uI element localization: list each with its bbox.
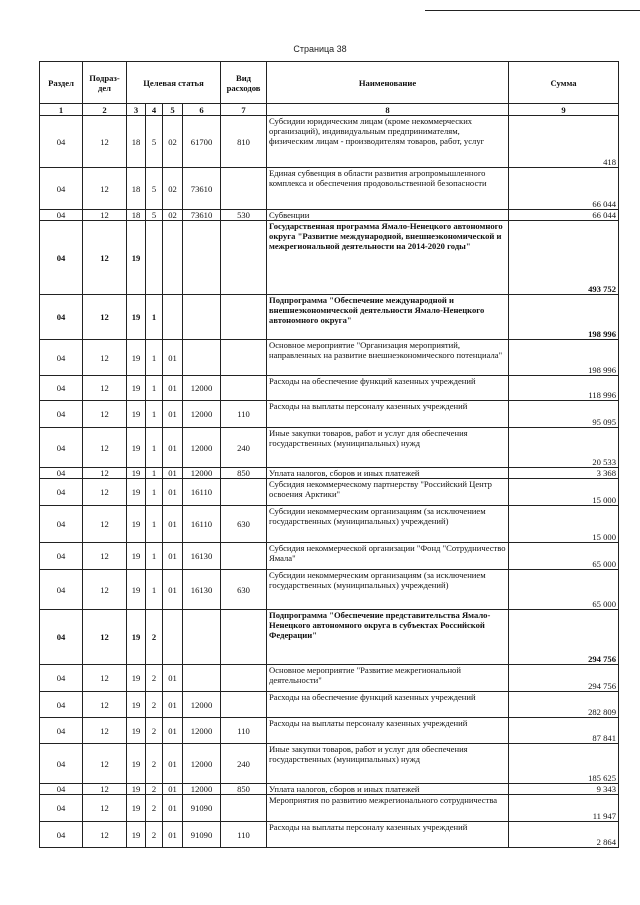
cell-summa: 20 533 — [509, 428, 619, 468]
cell-event: 02 — [163, 210, 183, 221]
cell-subprogram: 1 — [146, 468, 163, 479]
cell-subprogram: 5 — [146, 168, 163, 210]
cell-program: 19 — [127, 479, 146, 506]
cell-naimenovanie: Расходы на выплаты персоналу казенных учреждений — [267, 718, 509, 744]
cell-direction — [183, 295, 221, 340]
cell-summa: 198 996 — [509, 340, 619, 376]
cell-event: 01 — [163, 744, 183, 784]
cell-vid-rashodov: 240 — [221, 428, 267, 468]
cell-event — [163, 221, 183, 295]
cell-podrazdel: 12 — [83, 116, 127, 168]
table-row — [40, 479, 619, 506]
cell-podrazdel: 12 — [83, 795, 127, 822]
cell-direction — [183, 610, 221, 665]
cell-vid-rashodov — [221, 479, 267, 506]
cell-vid-rashodov — [221, 692, 267, 718]
cell-program: 19 — [127, 822, 146, 848]
cell-subprogram: 5 — [146, 116, 163, 168]
table-row — [40, 610, 619, 665]
cell-event: 02 — [163, 116, 183, 168]
cell-naimenovanie: Расходы на выплаты персоналу казенных учреждений — [267, 822, 509, 848]
cell-podrazdel: 12 — [83, 692, 127, 718]
table-row — [40, 168, 619, 210]
cell-podrazdel: 12 — [83, 718, 127, 744]
cell-summa: 198 996 — [509, 295, 619, 340]
cell-vid-rashodov — [221, 376, 267, 401]
cell-summa: 118 996 — [509, 376, 619, 401]
cell-direction: 12000 — [183, 376, 221, 401]
cell-event: 01 — [163, 340, 183, 376]
cell-program: 19 — [127, 744, 146, 784]
cell-event: 01 — [163, 376, 183, 401]
cell-subprogram: 1 — [146, 428, 163, 468]
cell-subprogram: 1 — [146, 570, 163, 610]
cell-summa: 294 756 — [509, 665, 619, 692]
cell-program: 19 — [127, 428, 146, 468]
cell-summa: 15 000 — [509, 506, 619, 543]
cell-program: 19 — [127, 221, 146, 295]
column-number: 6 — [183, 104, 221, 116]
cell-program: 19 — [127, 376, 146, 401]
cell-program: 19 — [127, 795, 146, 822]
cell-program: 19 — [127, 506, 146, 543]
cell-subprogram: 2 — [146, 784, 163, 795]
column-number: 7 — [221, 104, 267, 116]
cell-summa: 493 752 — [509, 221, 619, 295]
header-vid-rashodov: Вид расходов — [221, 62, 267, 104]
cell-subprogram: 1 — [146, 479, 163, 506]
cell-naimenovanie: Подпрограмма "Обеспечение представительства Ямало-Ненецкого автономного округа в субъектах Российской Федерации" — [267, 610, 509, 665]
cell-direction: 12000 — [183, 428, 221, 468]
cell-program: 19 — [127, 692, 146, 718]
cell-podrazdel: 12 — [83, 665, 127, 692]
cell-subprogram: 1 — [146, 543, 163, 570]
cell-podrazdel: 12 — [83, 506, 127, 543]
cell-direction: 16130 — [183, 543, 221, 570]
cell-naimenovanie: Субсидии некоммерческим организациям (за исключением государственных (муниципальных) учреждений) — [267, 570, 509, 610]
cell-direction: 91090 — [183, 795, 221, 822]
cell-program: 19 — [127, 401, 146, 428]
cell-event: 01 — [163, 692, 183, 718]
cell-razdel: 04 — [40, 795, 83, 822]
cell-subprogram — [146, 221, 163, 295]
cell-event: 01 — [163, 665, 183, 692]
page-label: Страница 38 — [293, 44, 347, 54]
cell-program: 18 — [127, 116, 146, 168]
cell-razdel: 04 — [40, 665, 83, 692]
cell-naimenovanie: Основное мероприятие "Развитие межрегиональной деятельности" — [267, 665, 509, 692]
cell-direction: 12000 — [183, 744, 221, 784]
cell-naimenovanie: Уплата налогов, сборов и иных платежей — [267, 468, 509, 479]
cell-direction: 12000 — [183, 784, 221, 795]
cell-podrazdel: 12 — [83, 221, 127, 295]
cell-subprogram: 2 — [146, 795, 163, 822]
cell-summa: 282 809 — [509, 692, 619, 718]
cell-summa: 3 368 — [509, 468, 619, 479]
cell-razdel: 04 — [40, 784, 83, 795]
cell-direction: 91090 — [183, 822, 221, 848]
cell-vid-rashodov: 630 — [221, 570, 267, 610]
column-number: 9 — [509, 104, 619, 116]
cell-podrazdel: 12 — [83, 784, 127, 795]
cell-program: 19 — [127, 468, 146, 479]
cell-program: 19 — [127, 295, 146, 340]
cell-event: 01 — [163, 784, 183, 795]
cell-razdel: 04 — [40, 428, 83, 468]
cell-program: 19 — [127, 610, 146, 665]
cell-program: 19 — [127, 570, 146, 610]
cell-program: 18 — [127, 168, 146, 210]
cell-event: 01 — [163, 401, 183, 428]
cell-razdel: 04 — [40, 744, 83, 784]
cell-naimenovanie: Единая субвенция в области развития агропромышленного комплекса и обеспечения продовольственной безопасности — [267, 168, 509, 210]
cell-vid-rashodov — [221, 221, 267, 295]
cell-summa: 87 841 — [509, 718, 619, 744]
cell-program: 19 — [127, 718, 146, 744]
cell-razdel: 04 — [40, 221, 83, 295]
column-number-row — [40, 104, 619, 116]
cell-direction: 16110 — [183, 479, 221, 506]
cell-direction: 12000 — [183, 401, 221, 428]
cell-event: 01 — [163, 479, 183, 506]
cell-naimenovanie: Государственная программа Ямало-Ненецкого автономного округа "Развитие международной, внешнеэкономической и межрегиональной деятельности на 2014-2020 годы" — [267, 221, 509, 295]
table-body — [40, 116, 619, 848]
cell-subprogram: 1 — [146, 376, 163, 401]
header-row — [40, 62, 619, 104]
table-row — [40, 221, 619, 295]
table-row — [40, 210, 619, 221]
cell-naimenovanie: Основное мероприятие "Организация мероприятий, направленных на развитие внешнеэкономического потенциала" — [267, 340, 509, 376]
cell-direction: 73610 — [183, 168, 221, 210]
cell-summa: 2 864 — [509, 822, 619, 848]
table-row — [40, 784, 619, 795]
cell-vid-rashodov: 810 — [221, 116, 267, 168]
cell-subprogram: 1 — [146, 401, 163, 428]
cell-direction — [183, 221, 221, 295]
cell-event: 01 — [163, 468, 183, 479]
cell-razdel: 04 — [40, 570, 83, 610]
cell-summa: 65 000 — [509, 570, 619, 610]
cell-vid-rashodov — [221, 610, 267, 665]
column-number: 1 — [40, 104, 83, 116]
cell-subprogram: 2 — [146, 718, 163, 744]
cell-naimenovanie: Субсидия некоммерческой организации "Фонд "Сотрудничество Ямала" — [267, 543, 509, 570]
table-row — [40, 543, 619, 570]
cell-event: 01 — [163, 506, 183, 543]
cell-podrazdel: 12 — [83, 468, 127, 479]
cell-direction: 73610 — [183, 210, 221, 221]
cell-event — [163, 610, 183, 665]
cell-podrazdel: 12 — [83, 479, 127, 506]
cell-program: 19 — [127, 543, 146, 570]
cell-vid-rashodov — [221, 795, 267, 822]
cell-subprogram: 1 — [146, 340, 163, 376]
column-number: 2 — [83, 104, 127, 116]
cell-vid-rashodov: 240 — [221, 744, 267, 784]
table-row — [40, 428, 619, 468]
cell-summa: 11 947 — [509, 795, 619, 822]
cell-podrazdel: 12 — [83, 376, 127, 401]
cell-razdel: 04 — [40, 718, 83, 744]
cell-naimenovanie: Субвенции — [267, 210, 509, 221]
cell-subprogram: 2 — [146, 822, 163, 848]
cell-podrazdel: 12 — [83, 168, 127, 210]
table-row — [40, 744, 619, 784]
cell-naimenovanie: Уплата налогов, сборов и иных платежей — [267, 784, 509, 795]
cell-razdel: 04 — [40, 822, 83, 848]
cell-program: 19 — [127, 340, 146, 376]
cell-razdel: 04 — [40, 340, 83, 376]
budget-table — [39, 61, 619, 848]
cell-direction: 61700 — [183, 116, 221, 168]
cell-summa: 294 756 — [509, 610, 619, 665]
header-summa: Сумма — [509, 62, 619, 104]
header-naimenovanie: Наименование — [267, 62, 509, 104]
cell-event: 01 — [163, 428, 183, 468]
table-row — [40, 718, 619, 744]
table-row — [40, 692, 619, 718]
header-razdel: Раздел — [40, 62, 83, 104]
header-celevaya-statya: Целевая статья — [127, 62, 221, 104]
cell-summa: 418 — [509, 116, 619, 168]
table-row — [40, 795, 619, 822]
cell-summa: 95 095 — [509, 401, 619, 428]
cell-podrazdel: 12 — [83, 610, 127, 665]
cell-event: 02 — [163, 168, 183, 210]
column-number: 4 — [146, 104, 163, 116]
cell-naimenovanie: Расходы на обеспечение функций казенных учреждений — [267, 692, 509, 718]
cell-summa: 9 343 — [509, 784, 619, 795]
cell-vid-rashodov: 630 — [221, 506, 267, 543]
cell-razdel: 04 — [40, 210, 83, 221]
cell-summa: 66 044 — [509, 210, 619, 221]
cell-vid-rashodov — [221, 340, 267, 376]
cell-naimenovanie: Субсидии юридическим лицам (кроме некоммерческих организаций), индивидуальным предпринимателям, физическим лицам - производителям товаров, работ, услуг — [267, 116, 509, 168]
cell-summa: 185 625 — [509, 744, 619, 784]
cell-razdel: 04 — [40, 610, 83, 665]
cell-podrazdel: 12 — [83, 295, 127, 340]
cell-direction: 16110 — [183, 506, 221, 543]
cell-subprogram: 5 — [146, 210, 163, 221]
cell-podrazdel: 12 — [83, 428, 127, 468]
table-row — [40, 376, 619, 401]
cell-program: 18 — [127, 210, 146, 221]
cell-podrazdel: 12 — [83, 401, 127, 428]
cell-naimenovanie: Субсидии некоммерческим организациям (за исключением государственных (муниципальных) учреждений) — [267, 506, 509, 543]
cell-event: 01 — [163, 570, 183, 610]
table-row — [40, 401, 619, 428]
cell-direction — [183, 340, 221, 376]
cell-naimenovanie: Иные закупки товаров, работ и услуг для обеспечения государственных (муниципальных) нужд — [267, 428, 509, 468]
cell-podrazdel: 12 — [83, 543, 127, 570]
cell-vid-rashodov — [221, 665, 267, 692]
cell-razdel: 04 — [40, 543, 83, 570]
cell-summa: 65 000 — [509, 543, 619, 570]
table-row — [40, 295, 619, 340]
cell-direction — [183, 665, 221, 692]
table-row — [40, 570, 619, 610]
cell-event: 01 — [163, 822, 183, 848]
cell-program: 19 — [127, 784, 146, 795]
cell-subprogram: 2 — [146, 610, 163, 665]
cell-event: 01 — [163, 543, 183, 570]
cell-razdel: 04 — [40, 468, 83, 479]
cell-vid-rashodov — [221, 295, 267, 340]
cell-vid-rashodov: 850 — [221, 784, 267, 795]
cell-vid-rashodov: 530 — [221, 210, 267, 221]
cell-razdel: 04 — [40, 168, 83, 210]
cell-subprogram: 2 — [146, 744, 163, 784]
cell-podrazdel: 12 — [83, 210, 127, 221]
cell-naimenovanie: Субсидия некоммерческому партнерству "Российский Центр освоения Арктики" — [267, 479, 509, 506]
table-row — [40, 340, 619, 376]
cell-direction: 12000 — [183, 718, 221, 744]
cell-naimenovanie: Иные закупки товаров, работ и услуг для обеспечения государственных (муниципальных) нужд — [267, 744, 509, 784]
cell-summa: 66 044 — [509, 168, 619, 210]
cell-razdel: 04 — [40, 692, 83, 718]
cell-program: 19 — [127, 665, 146, 692]
top-rule — [425, 10, 640, 11]
cell-subprogram: 2 — [146, 665, 163, 692]
cell-vid-rashodov: 850 — [221, 468, 267, 479]
cell-razdel: 04 — [40, 506, 83, 543]
table-row — [40, 468, 619, 479]
cell-naimenovanie: Расходы на обеспечение функций казенных учреждений — [267, 376, 509, 401]
cell-direction: 16130 — [183, 570, 221, 610]
cell-razdel: 04 — [40, 479, 83, 506]
cell-vid-rashodov — [221, 168, 267, 210]
cell-vid-rashodov — [221, 543, 267, 570]
cell-subprogram: 1 — [146, 506, 163, 543]
cell-event — [163, 295, 183, 340]
cell-direction: 12000 — [183, 468, 221, 479]
cell-podrazdel: 12 — [83, 340, 127, 376]
cell-podrazdel: 12 — [83, 570, 127, 610]
cell-vid-rashodov: 110 — [221, 718, 267, 744]
column-number: 8 — [267, 104, 509, 116]
column-number: 3 — [127, 104, 146, 116]
cell-event: 01 — [163, 718, 183, 744]
table-row — [40, 665, 619, 692]
cell-direction: 12000 — [183, 692, 221, 718]
cell-podrazdel: 12 — [83, 744, 127, 784]
cell-vid-rashodov: 110 — [221, 401, 267, 428]
table-row — [40, 506, 619, 543]
column-number: 5 — [163, 104, 183, 116]
cell-podrazdel: 12 — [83, 822, 127, 848]
header-podrazdel: Подраз- дел — [83, 62, 127, 104]
cell-summa: 15 000 — [509, 479, 619, 506]
cell-razdel: 04 — [40, 376, 83, 401]
cell-razdel: 04 — [40, 401, 83, 428]
cell-razdel: 04 — [40, 295, 83, 340]
cell-naimenovanie: Мероприятия по развитию межрегионального сотрудничества — [267, 795, 509, 822]
cell-naimenovanie: Расходы на выплаты персоналу казенных учреждений — [267, 401, 509, 428]
cell-razdel: 04 — [40, 116, 83, 168]
cell-vid-rashodov: 110 — [221, 822, 267, 848]
cell-subprogram: 1 — [146, 295, 163, 340]
cell-naimenovanie: Подпрограмма "Обеспечение международной и внешнеэкономической деятельности Ямало-Ненецкого автономного округа" — [267, 295, 509, 340]
cell-event: 01 — [163, 795, 183, 822]
table-row — [40, 822, 619, 848]
cell-subprogram: 2 — [146, 692, 163, 718]
table-row — [40, 116, 619, 168]
